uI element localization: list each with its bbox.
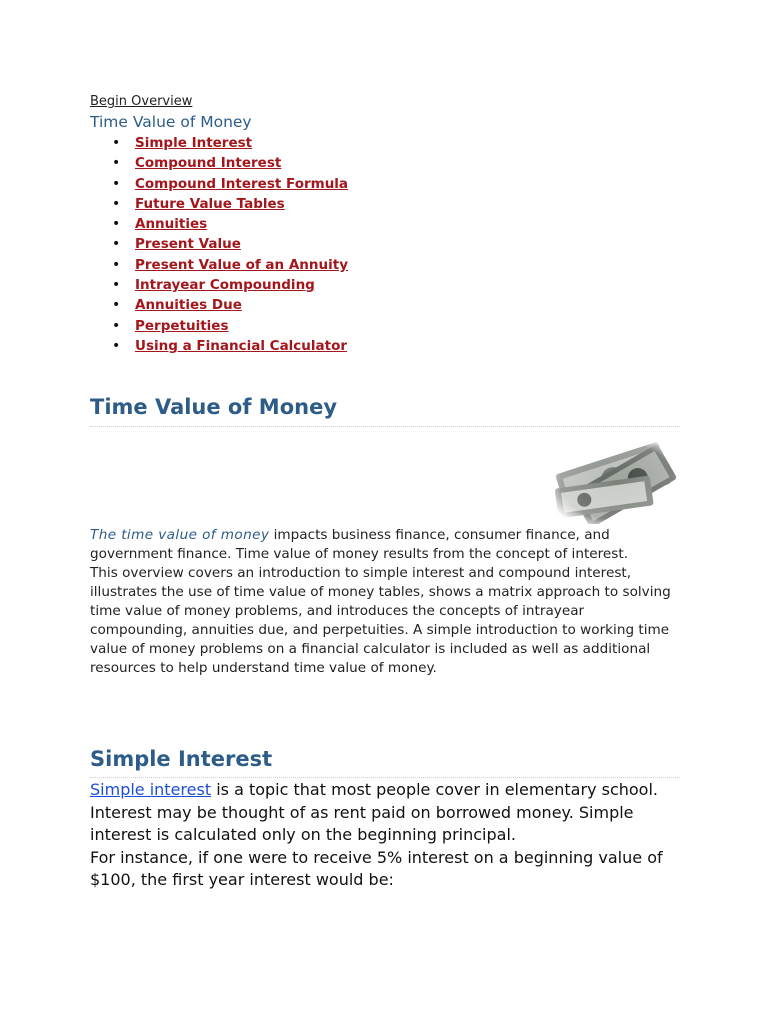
toc-item bbox=[90, 174, 348, 194]
toc-link-annuities-due[interactable]: Annuities Due bbox=[135, 297, 242, 314]
toc-item bbox=[90, 336, 348, 356]
toc-link-compound-interest[interactable]: Compound Interest bbox=[135, 155, 282, 172]
intro-text bbox=[90, 526, 680, 678]
table-of-contents bbox=[90, 133, 348, 356]
toc-item bbox=[90, 234, 348, 254]
toc-link-compound-interest-formula[interactable]: Compound Interest Formula bbox=[135, 175, 349, 192]
section-heading-time-value: Time Value of Money bbox=[90, 395, 338, 419]
toc-link-annuities[interactable]: Annuities bbox=[135, 216, 208, 233]
toc-item bbox=[90, 133, 348, 153]
section-divider bbox=[90, 426, 680, 427]
toc-link-present-value-annuity[interactable]: Present Value of an Annuity bbox=[135, 256, 349, 273]
toc-link-financial-calculator[interactable]: Using a Financial Calculator bbox=[135, 337, 348, 354]
toc-item bbox=[90, 153, 348, 173]
toc-title: Time Value of Money bbox=[90, 113, 252, 131]
toc-link-perpetuities[interactable]: Perpetuities bbox=[135, 317, 229, 334]
intro-para-2: This overview covers an introduction to simple interest and compound interest, illustrates the use of time value of money tables, shows a matrix approach to solving time value of money problems, and introduces the concepts of intrayear compounding, annuities due, and perpetuities. A simple introduction to working time value of money problems on a financial calculator is included as well as additional resources to help understand time value of money. bbox=[90, 565, 671, 676]
toc-item bbox=[90, 255, 348, 275]
toc-item bbox=[90, 275, 348, 295]
toc-item bbox=[90, 194, 348, 214]
simple-interest-para-2: For instance, if one were to receive 5% interest on a beginning value of $100, the first year interest would be: bbox=[90, 847, 663, 890]
toc-item bbox=[90, 295, 348, 315]
section-divider bbox=[90, 777, 680, 778]
money-stack-image bbox=[554, 438, 680, 524]
toc-item bbox=[90, 316, 348, 336]
toc-link-intrayear-compounding[interactable]: Intrayear Compounding bbox=[135, 277, 315, 294]
section-heading-simple-interest: Simple Interest bbox=[90, 747, 273, 771]
simple-interest-text bbox=[90, 779, 680, 892]
intro-para-1: impacts business finance, consumer finance, and government finance. Time value of money results from the concept of interest. bbox=[90, 527, 629, 562]
toc-link-present-value[interactable]: Present Value bbox=[135, 236, 241, 253]
toc-item bbox=[90, 214, 348, 234]
simple-interest-para-1: is a topic that most people cover in elementary school. Interest may be thought of as rent paid on borrowed money. Simple interest is calculated only on the beginning principal. bbox=[90, 780, 658, 845]
begin-overview-link[interactable]: Begin Overview bbox=[90, 94, 193, 109]
toc-link-future-value-tables[interactable]: Future Value Tables bbox=[135, 195, 285, 212]
toc-link-simple-interest[interactable]: Simple Interest bbox=[135, 135, 253, 151]
simple-interest-link[interactable]: Simple interest bbox=[90, 780, 212, 799]
intro-lead: The time value of money bbox=[90, 527, 270, 543]
